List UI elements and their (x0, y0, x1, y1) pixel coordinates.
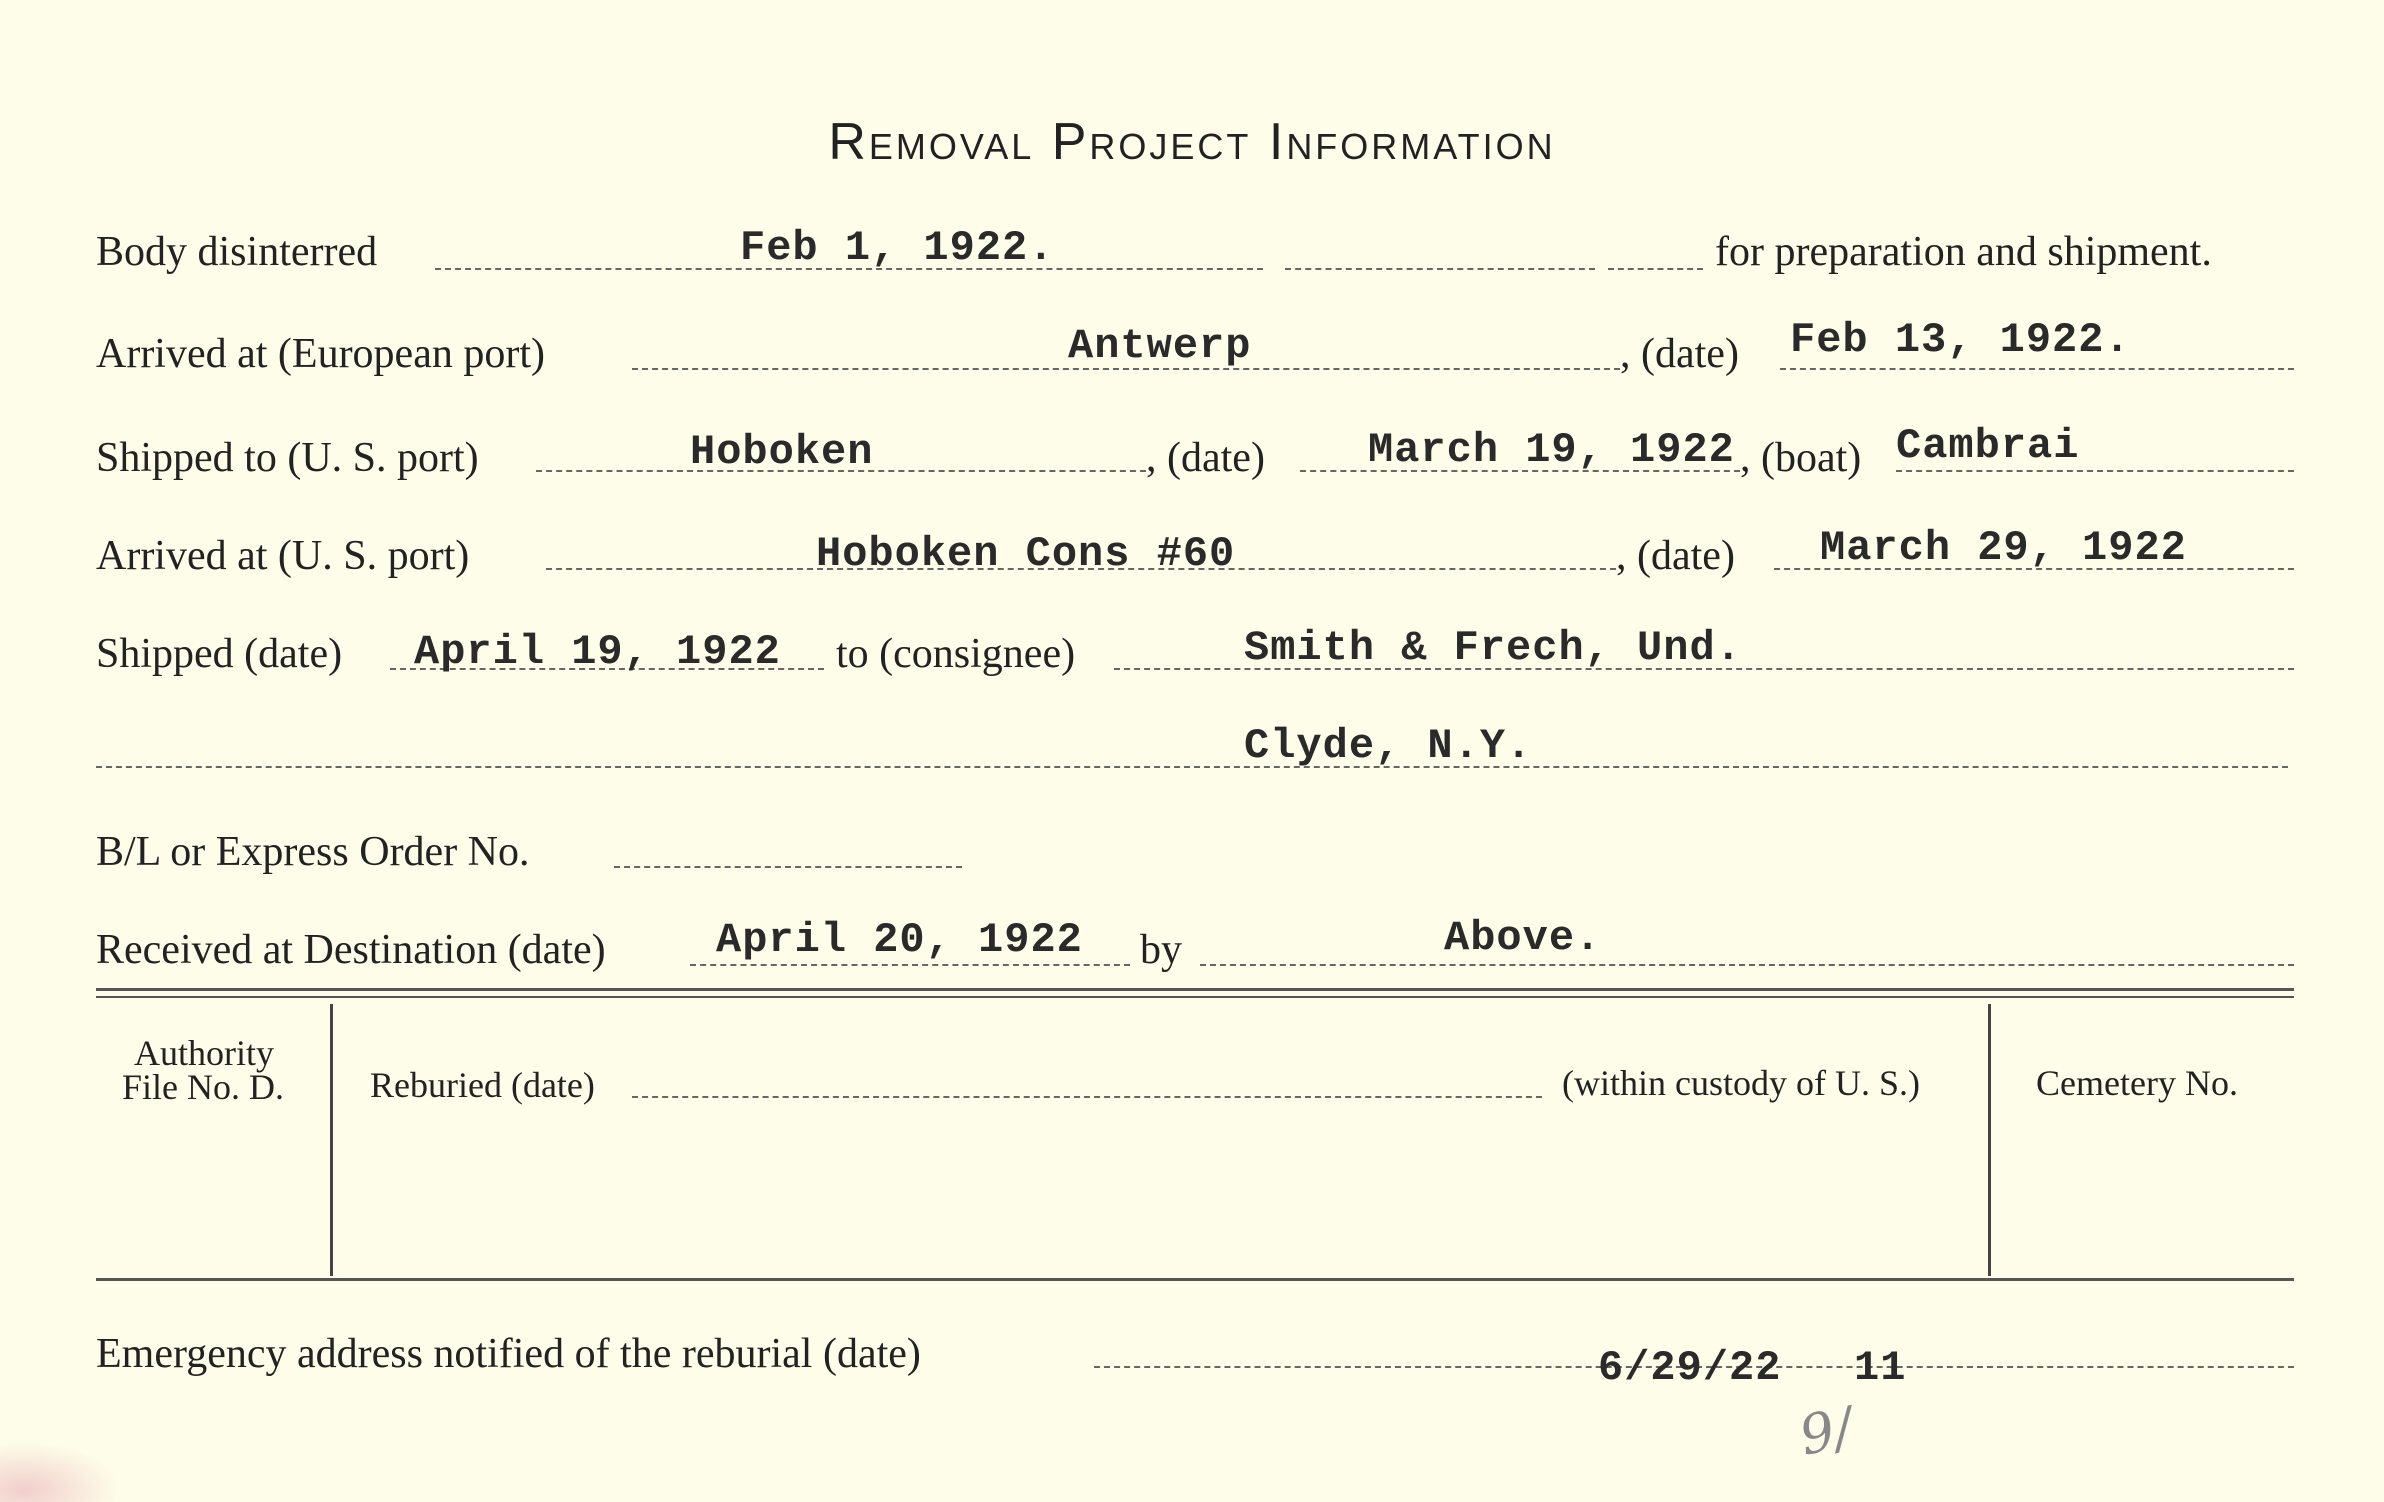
disinterred-value: Feb 1, 1922. (740, 224, 1055, 272)
received-label: Received at Destination (date) (96, 927, 606, 973)
emergency-label: Emergency address notified of the reburial (date) (96, 1331, 921, 1377)
reburied-line (632, 1096, 1542, 1098)
shipped-date-label: Shipped (date) (96, 631, 343, 677)
table-top-rule (96, 988, 2294, 991)
arrived-european-date-label: , (date) (1620, 331, 1739, 377)
emergency-initials: 11 (1854, 1344, 1907, 1392)
shipped-us-boat-label: , (boat) (1740, 435, 1862, 481)
consignee-label: to (consignee) (836, 631, 1076, 677)
custody-label: (within custody of U. S.) (1562, 1063, 1920, 1103)
received-date-line (690, 964, 1130, 966)
arrived-european-date-line (1780, 368, 2294, 370)
disinterred-suffix: for preparation and shipment. (1715, 229, 2212, 275)
received-date: April 20, 1922 (716, 916, 1083, 964)
shipped-us-port: Hoboken (690, 428, 874, 476)
shipped-us-date: March 19, 1922 (1368, 426, 1735, 474)
arrived-us-date-label: , (date) (1616, 533, 1735, 579)
card-title: Removal Project Information (828, 113, 1556, 171)
authority-label: Authority (134, 1033, 274, 1073)
arrived-european-date: Feb 13, 1922. (1790, 316, 2131, 364)
received-by-line (1200, 964, 2294, 966)
received-by: Above. (1444, 914, 1602, 962)
table-divider-left (330, 1004, 333, 1276)
consignee-address: Clyde, N.Y. (1244, 722, 1533, 770)
table-divider-right (1988, 1004, 1991, 1276)
disinterred-label: Body disinterred (96, 229, 378, 275)
table-top-rule-2 (96, 996, 2294, 998)
handwritten-mark: 9/ (1794, 1395, 1859, 1468)
cemetery-label: Cemetery No. (2036, 1063, 2238, 1103)
arrived-us-date: March 29, 1922 (1820, 524, 2187, 572)
shipped-us-label: Shipped to (U. S. port) (96, 435, 479, 481)
shipped-us-boat: Cambrai (1896, 422, 2080, 470)
address-line (96, 766, 2288, 768)
emergency-date: 6/29/22 (1598, 1344, 1782, 1392)
arrived-european-label: Arrived at (European port) (96, 331, 545, 377)
table-bottom-rule (96, 1278, 2294, 1281)
shipped-date-value: April 19, 1922 (414, 628, 781, 676)
shipped-us-date-label: , (date) (1146, 435, 1265, 481)
consignee-value: Smith & Frech, Und. (1244, 624, 1742, 672)
received-by-label: by (1140, 927, 1182, 973)
file-no-label: File No. D. (122, 1067, 284, 1107)
disinterred-line-2 (1285, 268, 1595, 270)
bl-line (614, 866, 962, 868)
shipped-us-boat-line (1896, 470, 2294, 472)
reburied-label: Reburied (date) (370, 1065, 595, 1105)
arrived-us-port: Hoboken Cons #60 (816, 530, 1236, 578)
disinterred-line-3 (1608, 268, 1703, 270)
ink-stain (0, 1442, 120, 1502)
bl-label: B/L or Express Order No. (96, 829, 530, 875)
arrived-european-port: Antwerp (1068, 322, 1252, 370)
arrived-us-label: Arrived at (U. S. port) (96, 533, 470, 579)
